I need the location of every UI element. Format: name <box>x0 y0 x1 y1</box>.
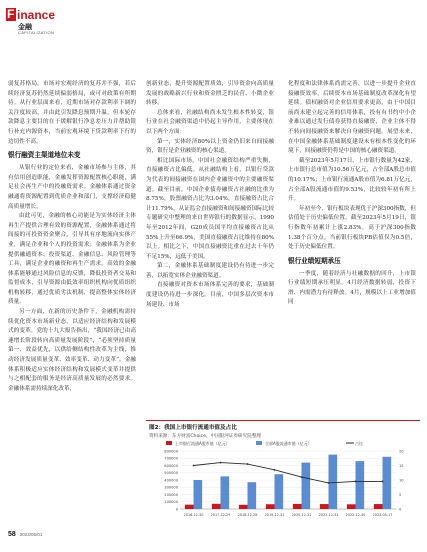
paragraph: 截至2023年5月17日，上市银行数量为42家，上市银行总市值为10.56万亿元，占全部A股总市值的10.17%；上市银行流通A股市值为6.81万亿元，占全部A股流通市值的9.53%，比较较年初有所上升。 <box>288 157 416 203</box>
paragraph: 另一方面，在新的历史条件下，金融机构需持续优化资本市场新业态，以适应经济结构和发展模式的变革。党的十九大报告指出，“我国经济已由高速增长阶段转向高质量发展阶段”，“必须坚持质量第一、效益优先，以供给侧结构性改革为主线，推动经济发展质量变革、效率变革、动力变革”。金融体系积极适应实体经济结构和发展模式变革并提供与之相配套的服务是经济高质量发展的必然要求。金融体系需持续深化改革， <box>8 309 136 392</box>
column-1 <box>8 80 136 394</box>
x-tick-label: 2020-12-31 <box>291 513 312 517</box>
page-footer <box>8 531 42 538</box>
bar-bank <box>347 504 356 509</box>
y2-tick-label: 5 <box>399 492 402 497</box>
logo-mark <box>6 8 16 21</box>
y-tick-label: 300000 <box>164 485 178 490</box>
issue-date: 2023/05/01 <box>19 532 43 537</box>
bar-bank <box>266 504 275 509</box>
ratio-point <box>301 476 303 478</box>
bar-all <box>383 457 392 509</box>
bar-all <box>356 461 365 509</box>
paragraph: 化程度和法律体系尚需完善，以进一步提升企业直接融资效率，后续资本市场基础制度改革深化有望延续。债权融资对企业信用要求更高，由于中国目前尚未建立起完善的信用体系，投有有书约中小企业难以通过发行债券获得直接融资，企业主体不得不转向间接融资来解决自身融资问题。展望未来，在中国金融体系基础制度建设未有根本性变化的环境下，间接融资仍将是中国的核心融资渠道。 <box>288 81 416 155</box>
y-tick-label: 500000 <box>164 471 178 476</box>
y-tick-label: 800000 <box>164 449 178 454</box>
paragraph: 一季度，随着经济与社融数据的回升，上市银行业绩短期承压明显。4月经济数据转弱，投资下滑、内需潜力有待释放。4月，规模以上工业增加值同 <box>288 270 416 306</box>
legend-swatch <box>166 441 172 445</box>
bar-all <box>194 480 203 509</box>
section-heading: 银行业绩短期承压 <box>288 256 341 265</box>
paragraph: 第二，金融体系基础制度建设仍有待进一步完善，以拓宽实体企业融资渠道。 <box>146 263 274 279</box>
logo-subtitle: CAPITALIZATION <box>18 30 55 35</box>
bar-all <box>275 474 284 509</box>
y-tick-label: 400000 <box>164 478 178 483</box>
bar-all <box>329 455 338 509</box>
bar-bank <box>293 504 302 509</box>
ratio-point <box>193 465 195 467</box>
x-tick-label: 2016-12-30 <box>183 513 204 517</box>
page-number: 58 <box>8 531 16 538</box>
legend-label: 上市银行流通A股市值（亿元） <box>175 441 230 446</box>
bar-all <box>248 482 257 509</box>
logo-title: inance <box>17 8 56 22</box>
chart-title: 图2：我国上市银行流通市值及占比 <box>149 425 237 431</box>
paragraph: 年初至今，银行板块表现优于沪深300指数，但估值处于历史偏低位置。截至2023年5月19日，银行指数年初累计上涨2.83%，高于沪深300指数1.38个百分点。当前银行板块PB估值仅为0.5倍，处于历史偏低位置。 <box>288 205 416 251</box>
bar-bank <box>374 504 383 509</box>
ratio-point <box>247 463 249 465</box>
legend-label: 占比 <box>355 441 363 446</box>
y-tick-label: 200000 <box>164 492 178 497</box>
bar-bank <box>239 505 248 509</box>
x-tick-label: 2021-12-31 <box>318 513 339 517</box>
bar-bank <box>212 504 221 509</box>
y-tick-label: 0 <box>175 507 178 512</box>
paragraph: 直接融资对资本市场体系完善的要求，基础制度建设仍待进一步深化。目前，中国多层次资本市场建设、市场 <box>146 282 274 308</box>
y2-tick-label: 15 <box>399 463 404 468</box>
column-3 <box>288 80 416 308</box>
paragraph: 从银行业的定位来看，金融市场参与主体，其有信用创造职能，金融发挥资源配置核心职能，满足社会再生产中的投融资需求。金融体系通过资金融通将资源配置到优质企业和部门，支撑经济稳健高质量增长。 <box>8 165 136 210</box>
y-tick-label: 100000 <box>164 500 178 505</box>
x-tick-label: 2023-05-17 <box>372 513 393 517</box>
column-2 <box>146 80 274 310</box>
chart-source: 资料来源：东方财富Choice、中国银河证券研究院整理 <box>149 434 262 439</box>
logo-letter: F <box>7 7 15 21</box>
ratio-point <box>274 469 276 471</box>
paragraph: 相比国际市场，中国社会融资结构严重失衡，直接融资占比偏低。从社融结构上看，以银行贷款为代表的间接融资在国内企业融资中的主要融资渠道。截至目前，中国企业债券融资占社融的比重为8.75%，股票融资占比为3.04%，直接融资占比合计11.79%。从证监会直接融资和间接融资国际比较专题研究中整理的来自世界银行的数据显示，1990年至2012年间，G20成员国平均直接融资占比从55%上升至66.9%，美国直接融资占比维持在80%以上。相比之下，中国直接融资比重在过去十年仍不足15%，远低于美国。 <box>146 157 274 260</box>
paragraph: 由此可见，金融的核心功能是为实体经济主体再生产提供合理有效的资源配置，金融体系通过将间接的可投资资金聚合，引导其有序地流向实体产业，满足企业和个人的投资需求；金融体系为企业提供融通资本、投资渠道、金融信息、风险管理等工具，满足企业的融资和再生产需求。高效的金融体系能够通过风险信息的反馈，降低投资者交易和监督成本，引导资源由低效率组织机构向优质组织机构转移，通过优质劣汰机制，提高整体实体经济质量。 <box>8 213 136 306</box>
logo-chinese: 金融 <box>18 23 32 31</box>
legend-swatch <box>256 441 262 445</box>
y2-tick-label: 0 <box>399 507 402 512</box>
y-tick-label: 600000 <box>164 463 178 468</box>
magazine-header <box>0 0 427 44</box>
bar-bank <box>320 504 329 509</box>
y2-tick-label: 20 <box>399 449 404 454</box>
ratio-point <box>220 462 222 464</box>
ratio-point <box>382 481 384 483</box>
figure-chart <box>146 420 420 523</box>
paragraph: 总体来看，社融结构尚未发生根本性转变，银行业在社会融资渠道中仍起主导作用，主要体现在以下两个方面： <box>146 109 274 135</box>
x-tick-label: 2022-12-30 <box>345 513 366 517</box>
ratio-point <box>328 482 330 484</box>
paragraph: 创新业态，提升资源配置质效，引导资金向高质量发展的战略新兴行业和资金匮乏的民营、小微企业转移。 <box>146 81 274 107</box>
legend-label: 全部A股流通市值（亿元） <box>265 441 312 446</box>
section-heading: 银行融资主渠道地位未变 <box>8 151 81 160</box>
paragraph: 第一，实体经济80%以上资金仍旧来自间接融资，银行是企业融资的核心渠道。 <box>146 138 274 155</box>
chart-canvas <box>146 439 420 523</box>
bar-bank <box>185 505 194 509</box>
bar-all <box>302 463 311 509</box>
x-tick-label: 2019-12-31 <box>264 513 285 517</box>
ratio-point <box>355 481 357 483</box>
x-tick-label: 2018-12-28 <box>237 513 258 517</box>
paragraph: 弱复苏格局。市场对宏观经济的复苏并不强，若后续经济复苏仍然延续偏弱格局，或可对政策有所期待。从行业层面来看，近期市场对存款利率下调的关注度较高，并由此引发降息预期升温，但本轮存款降息主要目的在于缓解银行净息差压力并帮助银行补充内源资本，当前宏观环境下贷款利率下行的边切性不高。 <box>8 81 136 145</box>
x-tick-label: 2017-12-29 <box>210 513 231 517</box>
y-tick-label: 700000 <box>164 456 178 461</box>
y2-tick-label: 10 <box>399 478 404 483</box>
bar-all <box>221 476 230 509</box>
